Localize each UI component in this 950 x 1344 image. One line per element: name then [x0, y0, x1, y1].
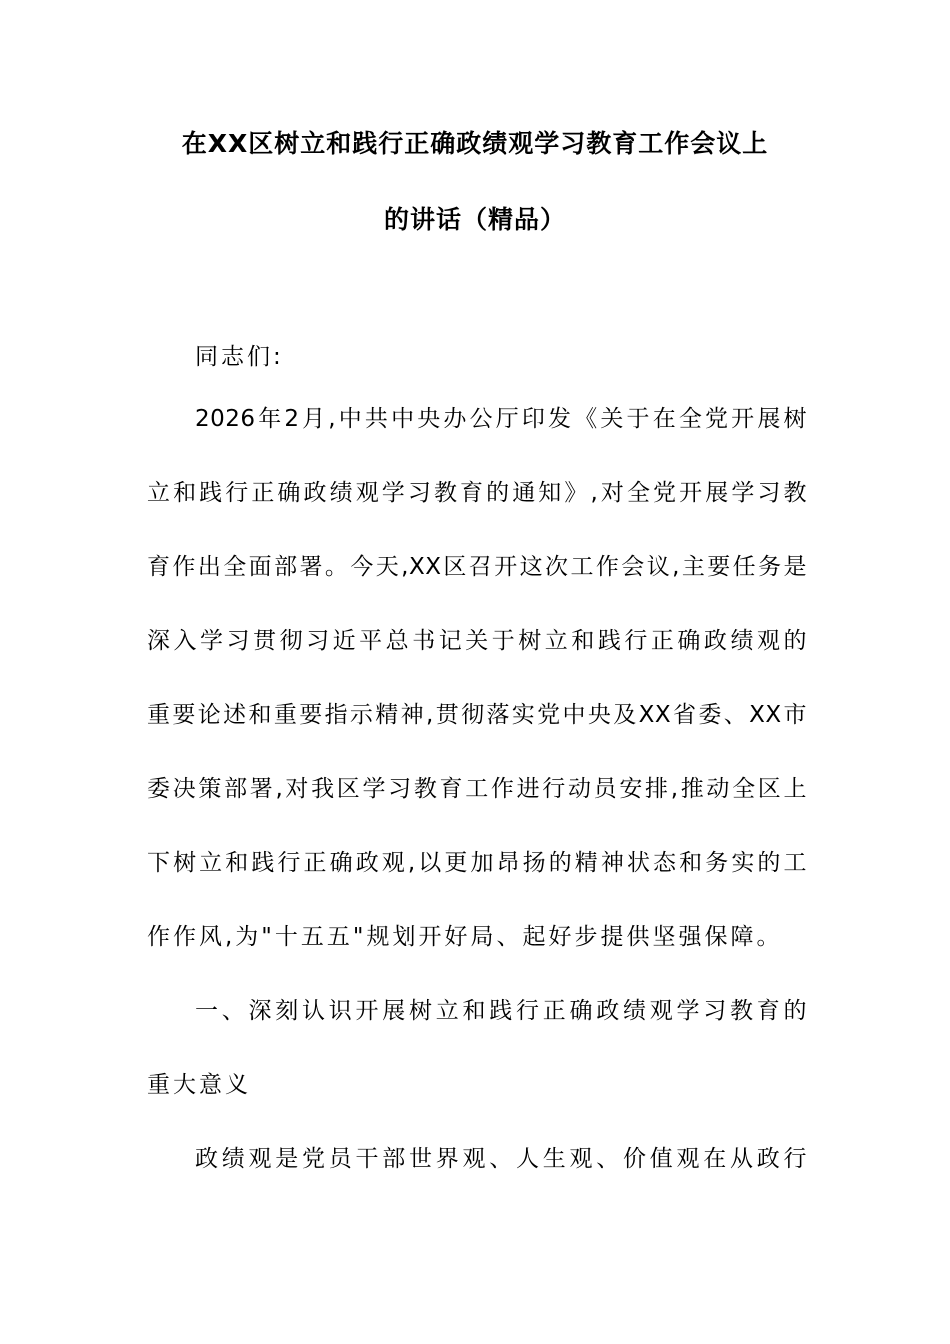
- paragraph-line: 下树立和践行正确政观,以更加昂扬的精神状态和务实的工: [147, 850, 807, 876]
- paragraph-line: 重要论述和重要指示精神,贯彻落实党中央及XX省委、XX市: [147, 702, 807, 728]
- paragraph-line: 政绩观是党员干部世界观、人生观、价值观在从政行: [195, 1146, 807, 1172]
- paragraph-line: 作作风,为"十五五"规划开好局、起好步提供坚强保障。: [147, 924, 783, 950]
- section-heading-line: 重大意义: [147, 1072, 251, 1098]
- section-heading-line: 一、深刻认识开展树立和践行正确政绩观学习教育的: [195, 998, 807, 1024]
- document-title-line-2: 的讲话（精品）: [383, 205, 566, 234]
- paragraph-line: 立和践行正确政绩观学习教育的通知》,对全党开展学习教: [147, 480, 807, 506]
- document-title-line-1: 在XX区树立和践行正确政绩观学习教育工作会议上: [181, 129, 769, 158]
- paragraph-line: 育作出全面部署。今天,XX区召开这次工作会议,主要任务是: [147, 554, 807, 580]
- salutation: 同志们:: [195, 344, 284, 370]
- paragraph-line: 委决策部署,对我区学习教育工作进行动员安排,推动全区上: [147, 776, 807, 802]
- paragraph-line: 2026年2月,中共中央办公厅印发《关于在全党开展树: [195, 406, 807, 432]
- paragraph-line: 深入学习贯彻习近平总书记关于树立和践行正确政绩观的: [147, 628, 807, 654]
